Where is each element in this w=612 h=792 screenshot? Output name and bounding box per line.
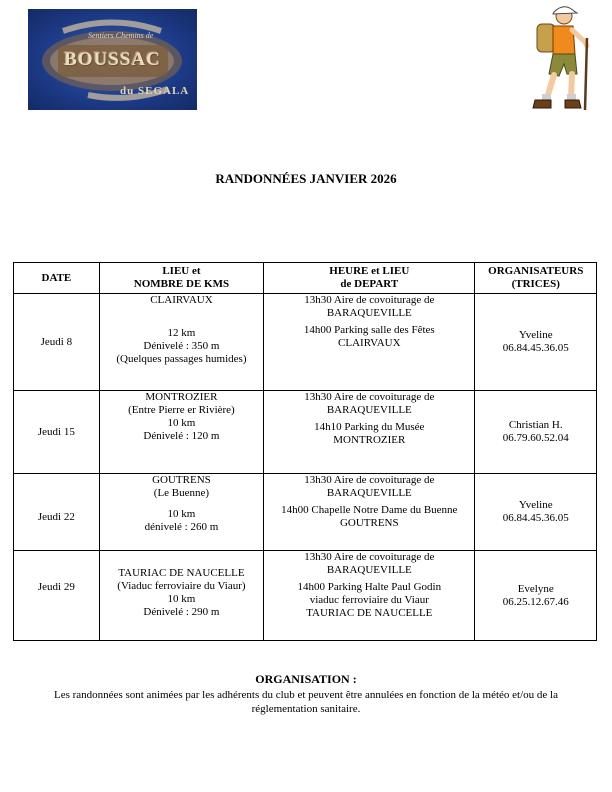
row-lieu: GOUTRENS (Le Buenne) 10 km dénivelé : 260 m xyxy=(99,474,263,551)
row-depart: 13h30 Aire de covoiturage de BARAQUEVILLE 14h00 Chapelle Notre Dame du Buenne GOUTRENS xyxy=(264,474,475,551)
row-lieu: CLAIRVAUX 12 km Dénivelé : 350 m (Quelques passages humides) xyxy=(99,294,263,391)
hike-schedule-table xyxy=(13,262,597,641)
header-depart: HEURE et LIEU de DEPART xyxy=(264,263,475,294)
table-row xyxy=(14,551,597,641)
header-lieu: LIEU et NOMBRE DE KMS xyxy=(99,263,263,294)
logo-bottom-text: du SEGALA xyxy=(120,85,190,97)
header-organisateurs: ORGANISATEURS (TRICES) xyxy=(475,263,597,294)
row-depart: 13h30 Aire de covoiturage de BARAQUEVILLE 14h00 Parking Halte Paul Godin viaduc ferroviaire du Viaur TAURIAC DE NAUCELLE xyxy=(264,551,475,641)
hiker-icon xyxy=(523,2,599,114)
row-depart: 13h30 Aire de covoiturage de BARAQUEVILLE 14h10 Parking du Musée MONTROZIER xyxy=(264,391,475,474)
table-row xyxy=(14,474,597,551)
header-date: DATE xyxy=(14,263,100,294)
row-date: Jeudi 22 xyxy=(14,474,100,551)
row-lieu: MONTROZIER (Entre Pierre er Rivière) 10 km Dénivelé : 120 m xyxy=(99,391,263,474)
row-date: Jeudi 15 xyxy=(14,391,100,474)
row-depart: 13h30 Aire de covoiturage de BARAQUEVILLE 14h00 Parking salle des Fêtes CLAIRVAUX xyxy=(264,294,475,391)
table-row xyxy=(14,391,597,474)
organisation-title: ORGANISATION : xyxy=(255,672,357,686)
row-lieu: TAURIAC DE NAUCELLE (Viaduc ferroviaire du Viaur) 10 km Dénivelé : 290 m xyxy=(99,551,263,641)
logo-top-text: Sentiers Chemins de xyxy=(88,31,154,40)
page-title: RANDONNÉES JANVIER 2026 xyxy=(215,171,397,186)
row-organisateur: Evelyne 06.25.12.67.46 xyxy=(475,551,597,641)
row-date: Jeudi 8 xyxy=(14,294,100,391)
row-organisateur: Christian H. 06.79.60.52.04 xyxy=(475,391,597,474)
row-organisateur: Yveline 06.84.45.36.05 xyxy=(475,294,597,391)
club-logo xyxy=(28,9,197,110)
organisation-text: Les randonnées sont animées par les adhérents du club et peuvent être annulées en fonction de la météo et/ou de la réglementation sanitaire. xyxy=(54,689,558,715)
row-organisateur: Yveline 06.84.45.36.05 xyxy=(475,474,597,551)
logo-name: BOUSSAC xyxy=(64,49,161,70)
row-date: Jeudi 29 xyxy=(14,551,100,641)
table-row xyxy=(14,294,597,391)
table-header-row xyxy=(14,263,597,294)
